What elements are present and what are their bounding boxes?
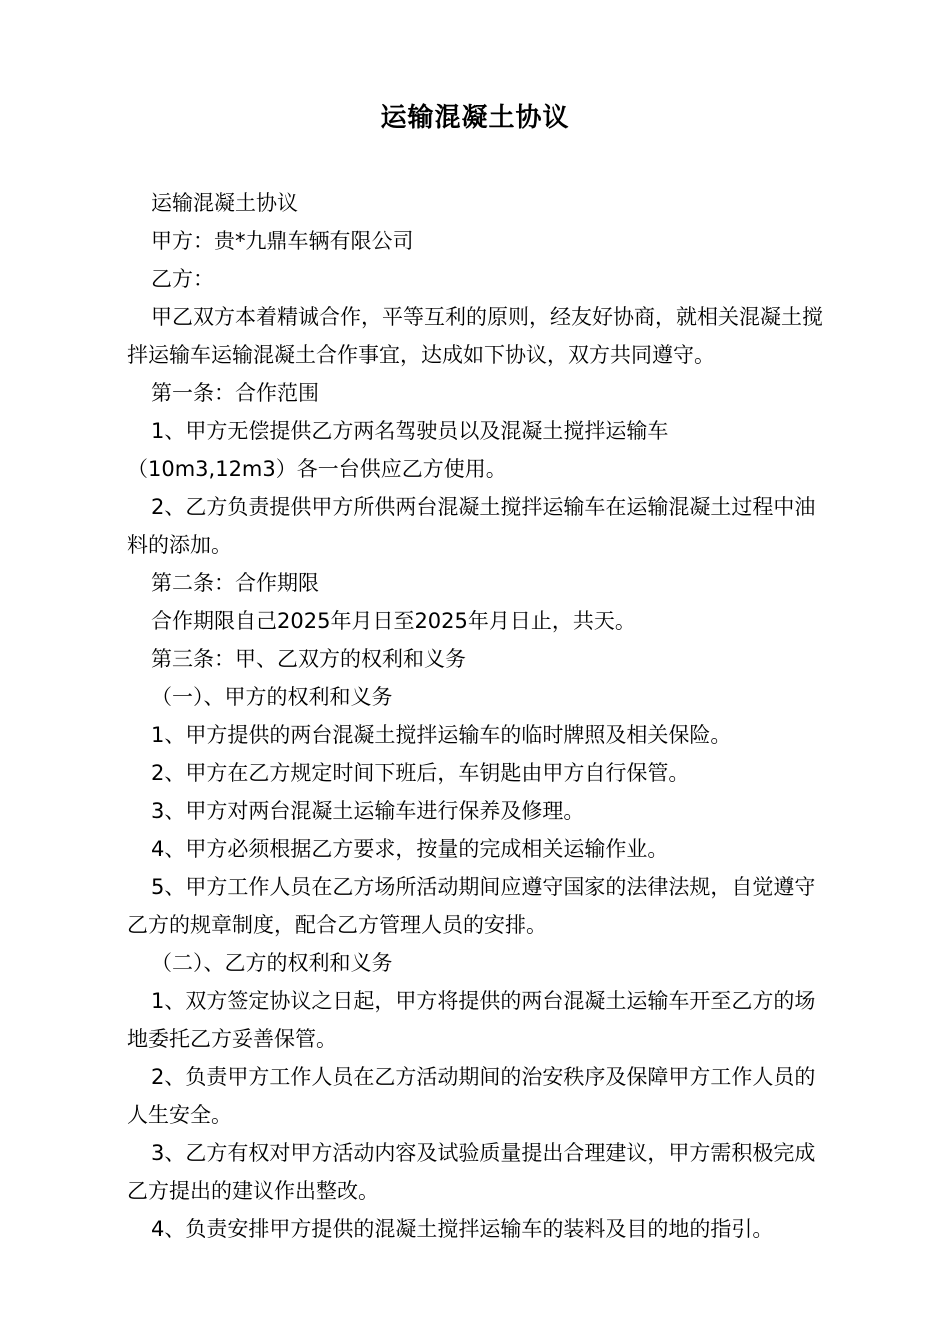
paragraph-preamble: 甲乙双方本着精诚合作，平等互利的原则，经友好协商，就相关混凝土搅拌运输车运输混凝土合作事宜，达成如下协议，双方共同遵守。 bbox=[127, 305, 823, 367]
article-1-item-1: 1、甲方无偿提供乙方两名驾驶员以及混凝土搅拌运输车 bbox=[151, 419, 669, 443]
article-1-item-1-cont: （10m3,12m3）各一台供应乙方使用。 bbox=[127, 457, 507, 481]
article-1-item-2: 2、乙方负责提供甲方所供两台混凝土搅拌运输车在运输混凝土过程中油料的添加。 bbox=[127, 495, 816, 557]
party-a-item-1: 1、甲方提供的两台混凝土搅拌运输车的临时牌照及相关保险。 bbox=[151, 723, 732, 747]
section-party-b-heading: （二）、乙方的权利和义务 bbox=[151, 951, 393, 975]
article-3-heading: 第三条：甲、乙双方的权利和义务 bbox=[151, 647, 466, 671]
party-a-item-2: 2、甲方在乙方规定时间下班后，车钥匙由甲方自行保管。 bbox=[151, 761, 690, 785]
party-b-item-4: 4、负责安排甲方提供的混凝土搅拌运输车的装料及目的地的指引。 bbox=[151, 1217, 774, 1241]
document-title: 运输混凝土协议 bbox=[380, 103, 570, 133]
paragraph-party-a: 甲方：贵*九鼎车辆有限公司 bbox=[151, 229, 414, 253]
party-b-item-3: 3、乙方有权对甲方活动内容及试验质量提出合理建议，甲方需积极完成乙方提出的建议作出整改。 bbox=[127, 1141, 816, 1203]
party-a-item-3: 3、甲方对两台混凝土运输车进行保养及修理。 bbox=[151, 799, 585, 823]
party-b-item-1: 1、双方签定协议之日起，甲方将提供的两台混凝土运输车开至乙方的场地委托乙方妥善保管。 bbox=[127, 989, 816, 1051]
paragraph-heading: 运输混凝土协议 bbox=[151, 191, 298, 215]
article-1-heading: 第一条：合作范围 bbox=[151, 381, 319, 405]
article-2-term: 合作期限自己2025年月日至2025年月日止，共天。 bbox=[151, 609, 636, 633]
document-body bbox=[127, 184, 823, 1248]
section-party-a-heading: （一）、甲方的权利和义务 bbox=[151, 685, 393, 709]
paragraph-party-b: 乙方： bbox=[151, 267, 214, 291]
party-a-item-4: 4、甲方必须根据乙方要求，按量的完成相关运输作业。 bbox=[151, 837, 669, 861]
article-2-heading: 第二条：合作期限 bbox=[151, 571, 319, 595]
party-b-item-2: 2、负责甲方工作人员在乙方活动期间的治安秩序及保障甲方工作人员的人生安全。 bbox=[127, 1065, 816, 1127]
party-a-item-5: 5、甲方工作人员在乙方场所活动期间应遵守国家的法律法规，自觉遵守乙方的规章制度，配合乙方管理人员的安排。 bbox=[127, 875, 816, 937]
